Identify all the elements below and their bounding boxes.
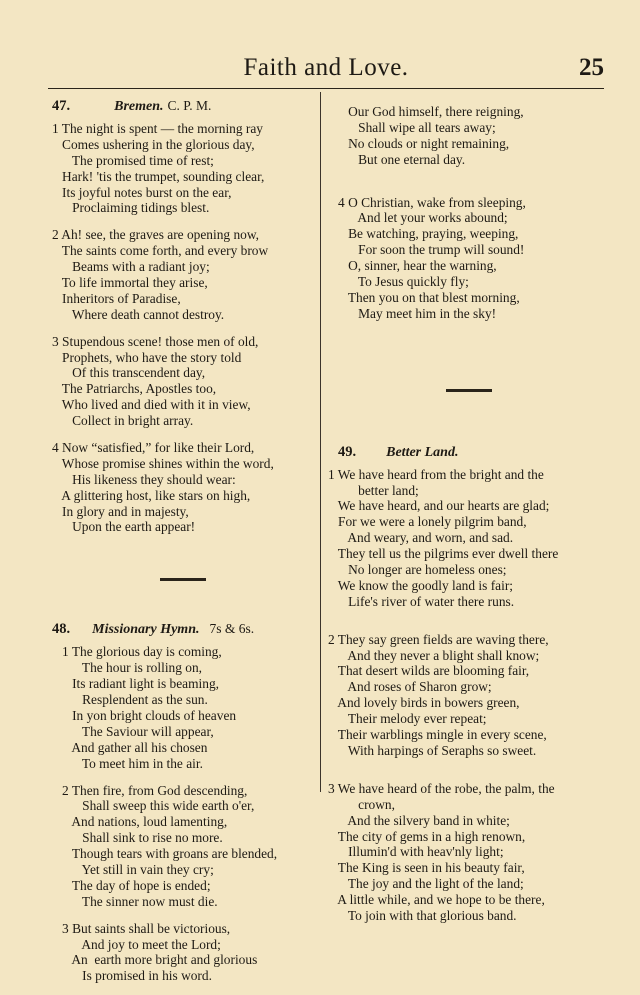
verse-line: And lovely birds in bowers green,	[328, 695, 520, 711]
stanza	[52, 644, 314, 771]
verse-line: Be watching, praying, weeping,	[328, 226, 519, 242]
verse-line: In glory and in majesty,	[52, 503, 189, 519]
stanza	[328, 632, 610, 759]
verse-line: Beams with a radiant joy;	[52, 259, 210, 275]
verse-line: And they never a blight shall know;	[328, 647, 540, 663]
verse-line: The day of hope is ended;	[52, 877, 211, 893]
verse-line: Their melody ever repeat;	[328, 711, 487, 727]
verse-line: The Saviour will appear,	[52, 723, 214, 739]
verse-line: His likeness they should wear:	[52, 471, 236, 487]
verse-line: With harpings of Seraphs so sweet.	[328, 742, 537, 758]
right-column	[328, 98, 610, 935]
stanza	[52, 783, 314, 910]
verse-line: We know the goodly land is fair;	[328, 577, 513, 593]
verse-line: The hour is rolling on,	[52, 660, 203, 676]
verse-line: 2 They say green fields are waving there,	[328, 631, 549, 647]
verse-line: Shall sweep this wide earth o'er,	[52, 798, 255, 814]
verse-line: To life immortal they arise,	[52, 275, 208, 291]
stanza	[328, 104, 610, 168]
verse-line: The joy and the light of the land;	[328, 876, 524, 892]
verse-line: The city of gems in a high renown,	[328, 828, 526, 844]
hymn-meter: 7s & 6s.	[209, 621, 255, 637]
verse-line: Shall sink to rise no more.	[52, 830, 223, 846]
verse-line: They tell us the pilgrims ever dwell there	[328, 546, 559, 562]
verse-line: Proclaiming tidings blest.	[52, 200, 210, 216]
verse-line: A little while, and we hope to be there,	[328, 892, 545, 908]
verse-line: The sinner now must die.	[52, 893, 218, 909]
verse-line: Prophets, who have the story told	[52, 349, 242, 365]
verse-line: And the silvery band in white;	[328, 812, 510, 828]
verse-line: No clouds or night remaining,	[328, 135, 510, 151]
verse-line: To meet him in the air.	[52, 755, 203, 771]
page-title: Faith and Love.	[243, 54, 409, 81]
verse-line: And weary, and worn, and sad.	[328, 530, 514, 546]
stanza	[52, 121, 314, 216]
verse-line: Where death cannot destroy.	[52, 306, 225, 322]
hymn-tune-name: Bremen.	[114, 99, 164, 114]
hymn-number: 48.	[52, 621, 71, 638]
hymn-tune-name: Missionary Hymn.	[92, 622, 200, 638]
stanza	[328, 467, 610, 610]
verse-line: Of this transcendent day,	[52, 365, 206, 381]
verse-line: 3 We have heard of the robe, the palm, the	[328, 780, 555, 796]
verse-line: We have heard, and our hearts are glad;	[328, 498, 550, 514]
stanza	[52, 921, 314, 985]
verse-line: Illumin'd with heav'nly light;	[328, 844, 504, 860]
verse-line: Our God himself, there reigning,	[328, 104, 524, 119]
verse-line: O, sinner, hear the warning,	[328, 258, 497, 274]
verse-line: 2 Ah! see, the graves are opening now,	[52, 227, 259, 243]
verse-line: 2 Then fire, from God descending,	[52, 782, 248, 798]
verse-line: 1 We have heard from the bright and the	[328, 466, 544, 482]
verse-line: In yon bright clouds of heaven	[52, 707, 237, 723]
header-rule	[48, 88, 604, 89]
verse-line: 3 Stupendous scene! those men of old,	[52, 333, 259, 349]
verse-line: Upon the earth appear!	[52, 519, 196, 535]
verse-line: Their warblings mingle in every scene,	[328, 727, 547, 743]
verse-line: But one eternal day.	[328, 151, 466, 167]
verse-line: better land;	[328, 482, 419, 498]
verse-line: 4 Now “satisfied,” for like their Lord,	[52, 440, 255, 456]
verse-line: Then you on that blest morning,	[328, 289, 520, 305]
verse-line: crown,	[328, 796, 395, 812]
verse-line: 3 But saints shall be victorious,	[52, 920, 231, 936]
page-number: 25	[579, 54, 604, 81]
stanza	[52, 440, 314, 535]
verse-line: For soon the trump will sound!	[328, 242, 525, 258]
verse-line: Whose promise shines within the word,	[52, 455, 274, 471]
stanza	[328, 781, 610, 924]
column-divider	[320, 92, 321, 792]
verse-line: Its joyful notes burst on the ear,	[52, 184, 232, 200]
stanza	[52, 227, 314, 322]
verse-line: May meet him in the sky!	[328, 305, 497, 321]
hymn-meter: C. P. M.	[167, 98, 212, 113]
verse-line: To Jesus quickly fly;	[328, 274, 469, 290]
hymn-tune-name: Better Land.	[386, 444, 459, 460]
verse-line: And gather all his chosen	[52, 739, 208, 755]
verse-line: Its radiant light is beaming,	[52, 676, 219, 692]
verse-line: 4 O Christian, wake from sleeping,	[328, 194, 526, 210]
hymn-number: 49.	[338, 443, 357, 460]
hymn-number: 47.	[52, 98, 71, 114]
verse-line: 1 The night is spent — the morning ray	[52, 121, 264, 136]
verse-line: And let your works abound;	[328, 210, 508, 226]
verse-line: Yet still in vain they cry;	[52, 861, 214, 877]
hymn-48	[52, 621, 314, 984]
verse-line: And roses of Sharon grow;	[328, 679, 492, 695]
hymn-heading	[52, 621, 314, 641]
hymn-49	[328, 444, 610, 924]
verse-line: That desert wilds are blooming fair,	[328, 663, 530, 679]
verse-line: The saints come forth, and every brow	[52, 243, 269, 259]
hymn-heading	[52, 98, 314, 118]
verse-line: The King is seen in his beauty fair,	[328, 860, 525, 876]
verse-line: Hark! 'tis the trumpet, sounding clear,	[52, 168, 265, 184]
verse-line: To join with that glorious band.	[328, 907, 517, 923]
verse-line: The Patriarchs, Apostles too,	[52, 381, 217, 397]
verse-line: 1 The glorious day is coming,	[52, 644, 222, 660]
verse-line: Life's river of water there runs.	[328, 593, 515, 609]
verse-line: Who lived and died with it in view,	[52, 397, 251, 413]
verse-line: Though tears with groans are blended,	[52, 846, 278, 862]
verse-line: No longer are homeless ones;	[328, 562, 507, 578]
verse-line: The promised time of rest;	[52, 152, 214, 168]
verse-line: Resplendent as the sun.	[52, 692, 208, 708]
verse-line: And nations, loud lamenting,	[52, 814, 228, 830]
hymn-47	[52, 98, 314, 535]
verse-line: An earth more bright and glorious	[52, 952, 258, 968]
verse-line: Is promised in his word.	[52, 968, 212, 984]
verse-line: Inheritors of Paradise,	[52, 290, 181, 306]
verse-line: Shall wipe all tears away;	[328, 119, 496, 135]
hymn-heading	[328, 444, 610, 464]
stanza	[328, 195, 610, 322]
hymn-48-continued	[328, 104, 610, 322]
verse-line: And joy to meet the Lord;	[52, 936, 221, 952]
page-header	[48, 54, 604, 88]
verse-line: Collect in bright array.	[52, 413, 194, 429]
verse-line: For we were a lonely pilgrim band,	[328, 514, 527, 530]
verse-line: A glittering host, like stars on high,	[52, 487, 251, 503]
left-column	[52, 98, 314, 995]
stanza	[52, 334, 314, 429]
verse-line: Comes ushering in the glorious day,	[52, 136, 255, 152]
